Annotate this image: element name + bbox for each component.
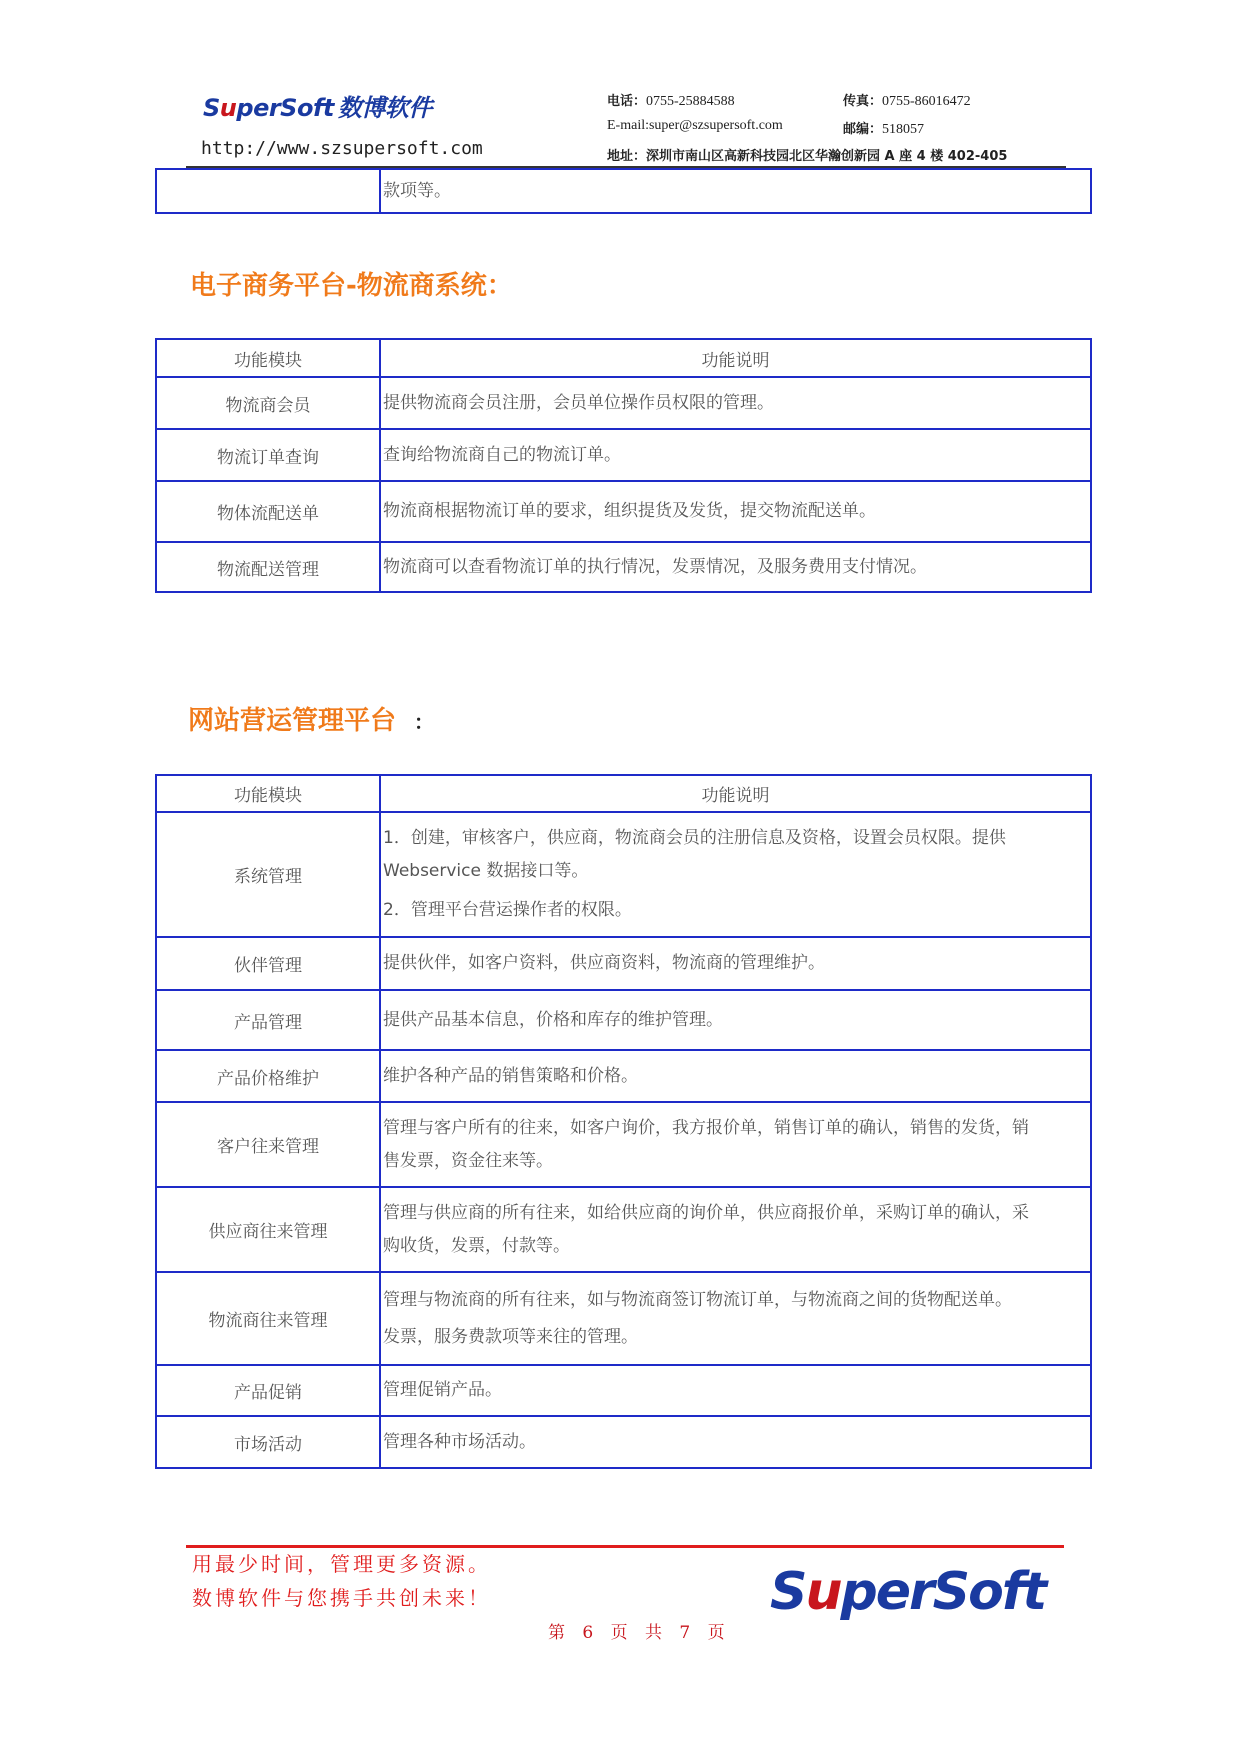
slogan-line-2: 数博软件与您携手共创未来！ xyxy=(192,1586,491,1610)
header-module: 功能模块 xyxy=(156,339,380,377)
header-description: 功能说明 xyxy=(380,339,1091,377)
table-row: 产品价格维护 维护各种产品的销售策略和价格。 xyxy=(156,1050,1091,1102)
email: E-mail:super@szsupersoft.com xyxy=(607,118,783,133)
header-module: 功能模块 xyxy=(156,775,380,812)
table-row: 供应商往来管理 管理与供应商的所有往来，如给供应商的询价单，供应商报价单，采购订单的确认，采 购收货，发票，付款等。 xyxy=(156,1187,1091,1272)
table-row: 产品促销 管理促销产品。 xyxy=(156,1365,1091,1416)
continued-table xyxy=(155,168,1092,214)
table-row: 市场活动 管理各种市场活动。 xyxy=(156,1416,1091,1468)
footer-logo: SuperSoft xyxy=(770,1562,1046,1622)
table-row: 客户往来管理 管理与客户所有的往来，如客户询价，我方报价单，销售订单的确认，销售的发货，销 售发票，资金往来等。 xyxy=(156,1102,1091,1187)
table-row: 产品管理 提供产品基本信息，价格和库存的维护管理。 xyxy=(156,990,1091,1050)
table-row: 伙伴管理 提供伙伴，如客户资料，供应商资料，物流商的管理维护。 xyxy=(156,937,1091,990)
table-row: 物流商会员 提供物流商会员注册，会员单位操作员权限的管理。 xyxy=(156,377,1091,429)
logistics-table xyxy=(155,338,1092,593)
header-description: 功能说明 xyxy=(380,775,1091,812)
section-title-logistics: 电子商务平台-物流商系统： xyxy=(190,271,513,301)
address: 地址：深圳市南山区高新科技园北区华瀚创新园 A 座 4 楼 402-405 xyxy=(607,149,1008,164)
zip: 邮编：518057 xyxy=(843,122,925,137)
page-number: 第 6 页 共 7 页 xyxy=(548,1623,731,1643)
table-header-row xyxy=(156,775,1091,812)
table-header-row xyxy=(156,339,1091,377)
phone: 电话：0755-25884588 xyxy=(607,94,735,109)
fax: 传真：0755-86016472 xyxy=(843,94,971,109)
table-row: 物流配送管理 物流商可以查看物流订单的执行情况，发票情况，及服务费用支付情况。 xyxy=(156,542,1091,592)
table-row: 物体流配送单 物流商根据物流订单的要求，组织提货及发货，提交物流配送单。 xyxy=(156,481,1091,542)
section-title-operations: 网站营运管理平台 ： xyxy=(188,706,435,736)
table-row: 物流商往来管理 管理与物流商的所有往来，如与物流商签订物流订单，与物流商之间的货物配送单。 发票，服务费款项等来往的管理。 xyxy=(156,1272,1091,1365)
company-logo: SuperSoft 数博软件 xyxy=(203,94,432,122)
company-url: http://www.szsupersoft.com xyxy=(201,138,483,159)
table-row: 物流订单查询 查询给物流商自己的物流订单。 xyxy=(156,429,1091,481)
operations-table xyxy=(155,774,1092,1469)
continued-text: 款项等。 xyxy=(380,169,1091,213)
table-row: 系统管理 1．创建，审核客户，供应商，物流商会员的注册信息及资格，设置会员权限。提供 Webservice 数据接口等。 2．管理平台营运操作者的权限。 xyxy=(156,812,1091,937)
slogan-line-1: 用最少时间，管理更多资源。 xyxy=(192,1552,491,1576)
